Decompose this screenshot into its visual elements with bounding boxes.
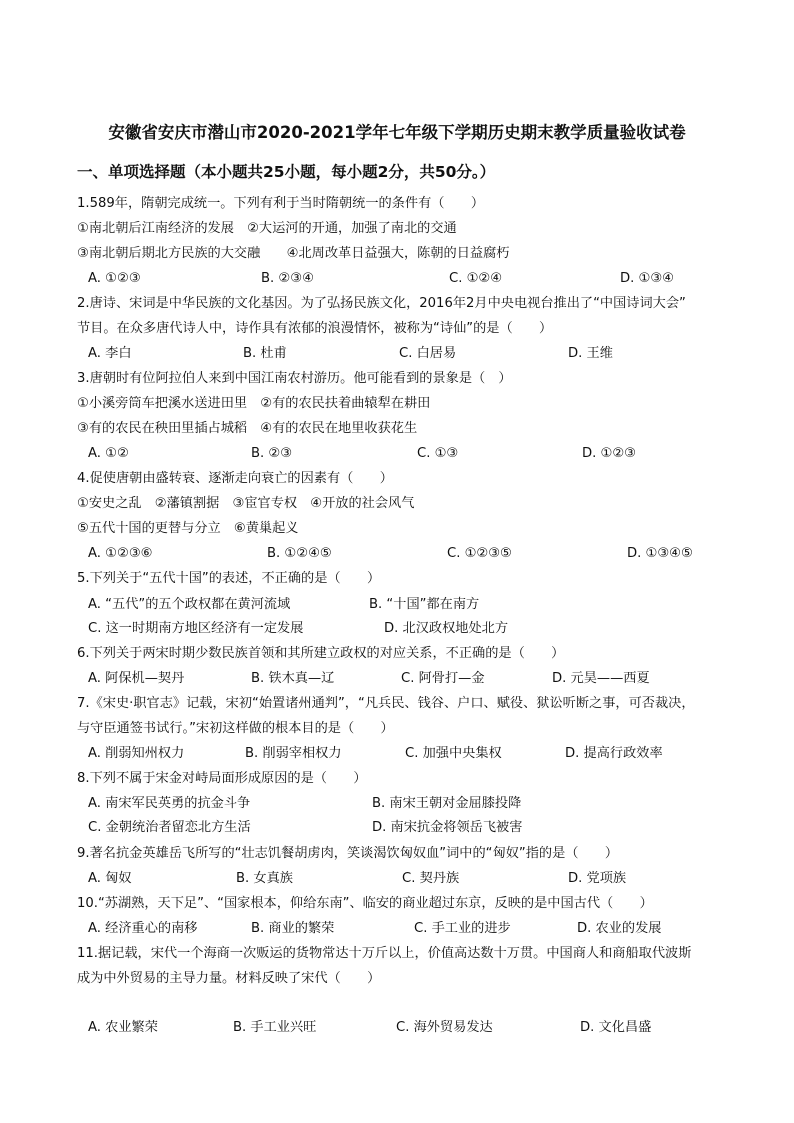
question-4-line-3: ⑤五代十国的更替与分立 ⑥黄巢起义: [77, 521, 299, 536]
question-6-option-C: C. 阿骨打—金: [401, 671, 485, 686]
question-9-line-1: 9.著名抗金英雄岳飞所写的“壮志饥餐胡虏肉，笑谈渴饮匈奴血”词中的“匈奴”指的是（ ）: [77, 846, 619, 861]
question-9-option-C: C. 契丹族: [402, 871, 460, 886]
question-10-option-C: C. 手工业的进步: [414, 921, 511, 936]
question-7-option-B: B. 削弱宰相权力: [245, 746, 342, 761]
exam-title: 安徽省安庆市潜山市2020-2021学年七年级下学期历史期末教学质量验收试卷: [108, 123, 686, 142]
question-4-option-C: C. ①②③⑤: [447, 546, 512, 561]
question-4-line-1: 4.促使唐朝由盛转衰、逐渐走向衰亡的因素有（ ）: [77, 471, 393, 486]
question-11-option-D: D. 文化昌盛: [580, 1020, 652, 1035]
question-3-line-1: 3.唐朝时有位阿拉伯人来到中国江南农村游历。他可能看到的景象是（ ）: [77, 371, 512, 386]
question-9-option-D: D. 党项族: [568, 871, 627, 886]
question-1-line-2: ①南北朝后江南经济的发展 ②大运河的开通，加强了南北的交通: [77, 221, 457, 236]
question-9-option-A: A. 匈奴: [88, 871, 132, 886]
question-2-option-C: C. 白居易: [399, 346, 457, 361]
question-10-option-B: B. 商业的繁荣: [251, 921, 335, 936]
question-8-option-C: C. 金朝统治者留恋北方生活: [88, 820, 251, 835]
question-10-option-D: D. 农业的发展: [577, 921, 662, 936]
question-10-option-A: A. 经济重心的南移: [88, 921, 198, 936]
question-1-option-A: A. ①②③: [88, 271, 141, 286]
question-1-line-1: 1.589年，隋朝完成统一。下列有利于当时隋朝统一的条件有（ ）: [77, 196, 485, 211]
section-heading: 一、单项选择题（本小题共25小题，每小题2分，共50分。）: [77, 163, 496, 181]
question-3-option-D: D. ①②③: [582, 446, 637, 461]
question-6-line-1: 6.下列关于两宋时期少数民族首领和其所建立政权的对应关系，不正确的是（ ）: [77, 646, 565, 661]
question-7-line-2: 与守臣通签书试行。”宋初这样做的根本目的是（ ）: [77, 721, 394, 736]
question-1-option-C: C. ①②④: [449, 271, 503, 286]
question-4-option-D: D. ①③④⑤: [627, 546, 693, 561]
question-3-option-B: B. ②③: [251, 446, 293, 461]
question-1-line-3: ③南北朝后期北方民族的大交融 ④北周改革日益强大，陈朝的日益腐朽: [77, 246, 510, 261]
question-6-option-D: D. 元昊——西夏: [552, 671, 650, 686]
question-2-option-A: A. 李白: [88, 346, 132, 361]
question-11-option-C: C. 海外贸易发达: [396, 1020, 493, 1035]
question-2-option-B: B. 杜甫: [243, 346, 287, 361]
question-8-line-1: 8.下列不属于宋金对峙局面形成原因的是（ ）: [77, 771, 367, 786]
question-3-line-3: ③有的农民在秧田里插占城稻 ④有的农民在地里收获花生: [77, 421, 418, 436]
question-11-line-2: 成为中外贸易的主导力量。材料反映了宋代（ ）: [77, 971, 381, 986]
question-3-line-2: ①小溪旁筒车把溪水送进田里 ②有的农民扶着曲辕犁在耕田: [77, 396, 431, 411]
question-1-option-B: B. ②③④: [261, 271, 314, 286]
question-7-line-1: 7.《宋史·职官志》记载，宋初“始置诸州通判”，“凡兵民、钱谷、户口、赋役、狱讼听断之事，可否裁决，: [77, 696, 695, 711]
question-6-option-B: B. 铁木真—辽: [251, 671, 335, 686]
question-8-option-A: A. 南宋军民英勇的抗金斗争: [88, 796, 251, 811]
question-5-option-D: D. 北汉政权地处北方: [384, 621, 509, 636]
question-4-option-A: A. ①②③⑥: [88, 546, 153, 561]
question-2-line-2: 节目。在众多唐代诗人中，诗作具有浓郁的浪漫情怀，被称为“诗仙”的是（ ）: [77, 321, 553, 336]
question-2-line-1: 2.唐诗、宋词是中华民族的文化基因。为了弘扬民族文化，2016年2月中央电视台推出了“中国诗词大会”: [77, 296, 686, 311]
question-3-option-A: A. ①②: [88, 446, 129, 461]
question-5-option-A: A. “五代”的五个政权都在黄河流域: [88, 597, 291, 612]
question-5-line-1: 5.下列关于“五代十国”的表述，不正确的是（ ）: [77, 571, 381, 586]
question-3-option-C: C. ①③: [417, 446, 459, 461]
question-7-option-A: A. 削弱知州权力: [88, 746, 185, 761]
question-7-option-D: D. 提高行政效率: [565, 746, 663, 761]
question-5-option-B: B. “十国”都在南方: [369, 597, 480, 612]
question-1-option-D: D. ①③④: [620, 271, 675, 286]
question-4-line-2: ①安史之乱 ②藩镇割据 ③宦官专权 ④开放的社会风气: [77, 496, 415, 511]
question-11-line-1: 11.据记载，宋代一个海商一次贩运的货物常达十万斤以上，价值高达数十万贯。中国商人和商船取代波斯: [77, 946, 692, 961]
question-2-option-D: D. 王维: [568, 346, 613, 361]
question-8-option-B: B. 南宋王朝对金屈膝投降: [372, 796, 522, 811]
question-4-option-B: B. ①②④⑤: [267, 546, 332, 561]
question-11-option-B: B. 手工业兴旺: [233, 1020, 317, 1035]
question-8-option-D: D. 南宋抗金将领岳飞被害: [372, 820, 523, 835]
question-6-option-A: A. 阿保机—契丹: [88, 671, 185, 686]
question-10-line-1: 10.“苏湖熟，天下足”、“国家根本，仰给东南”、临安的商业超过东京，反映的是中国古代（ ）: [77, 896, 653, 911]
question-11-option-A: A. 农业繁荣: [88, 1020, 158, 1035]
question-9-option-B: B. 女真族: [236, 871, 293, 886]
question-7-option-C: C. 加强中央集权: [405, 746, 502, 761]
question-5-option-C: C. 这一时期南方地区经济有一定发展: [88, 621, 304, 636]
